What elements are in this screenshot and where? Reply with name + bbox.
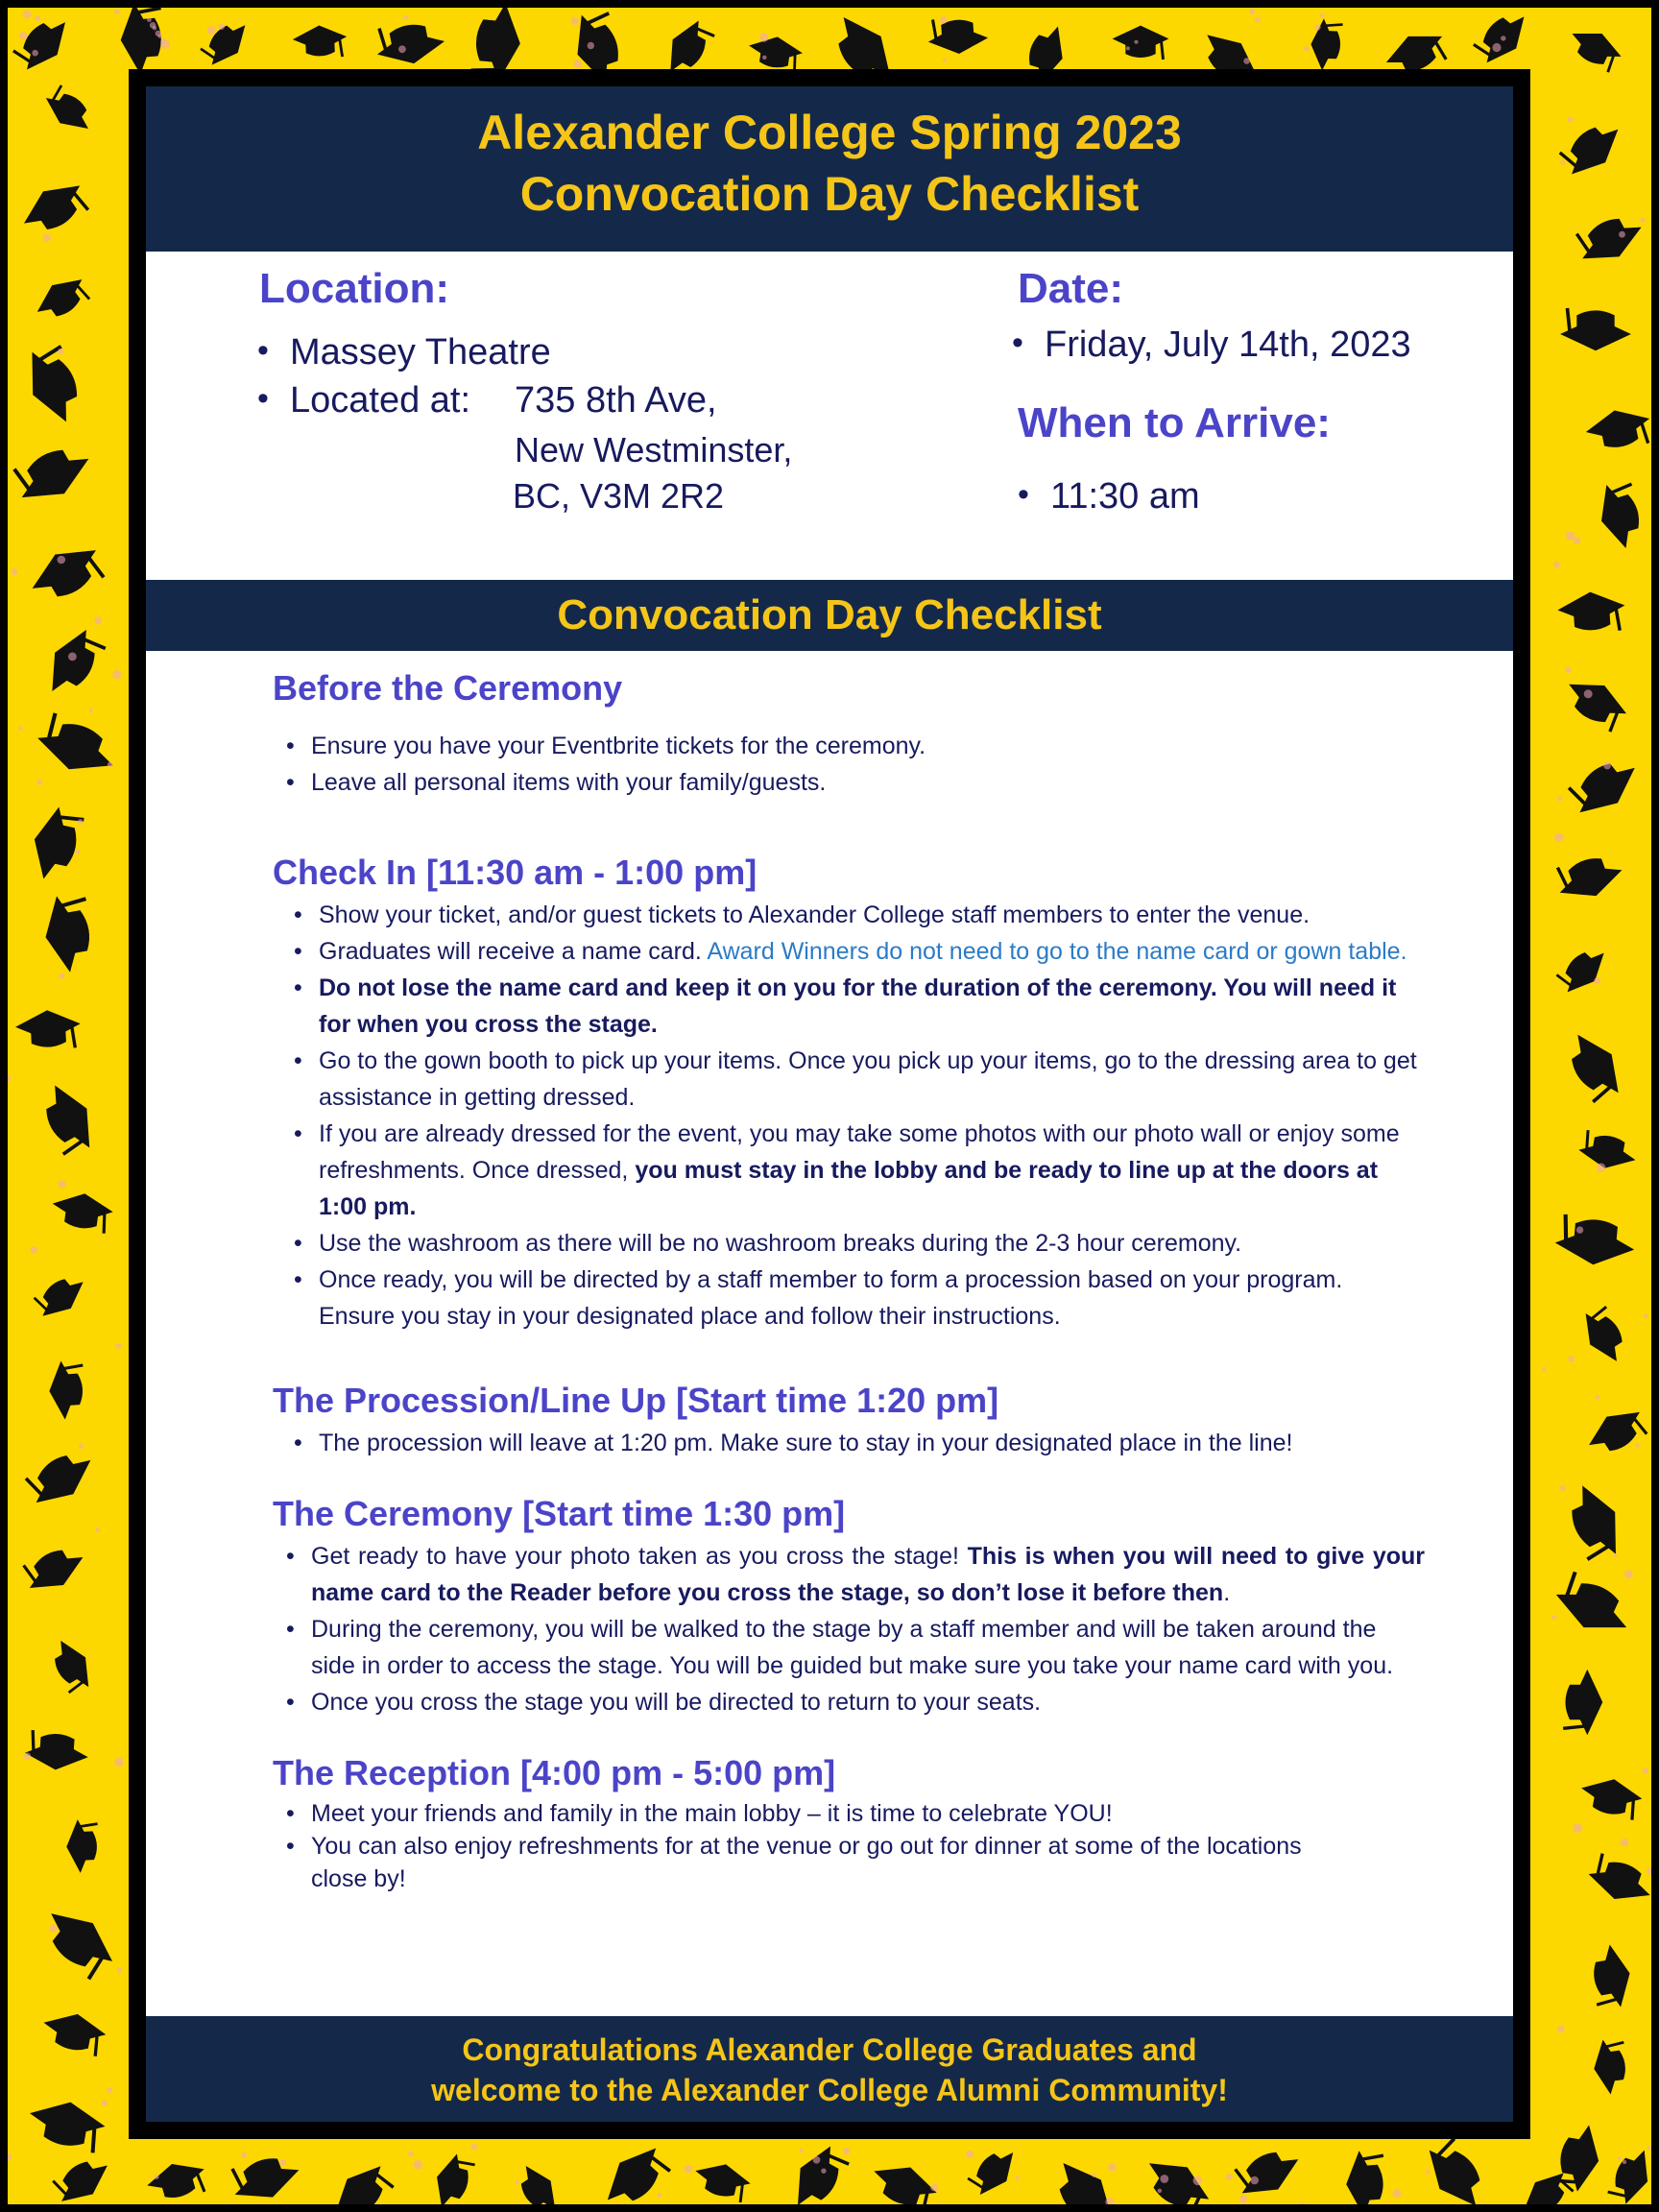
list-item <box>273 1538 1425 1611</box>
confetti-dot <box>89 709 93 712</box>
confetti-dot <box>1304 46 1310 52</box>
confetti-dot <box>1542 1366 1547 1371</box>
confetti-dot <box>571 17 579 25</box>
graduation-cap-icon <box>1571 205 1648 273</box>
name-card-reader-warning: This is when you will need to give your name card to the Reader before you cross the stage, so don’t lose it before then <box>311 1543 1425 1606</box>
confetti-dot <box>8 2153 12 2161</box>
confetti-dot <box>408 2151 414 2156</box>
checklist-body <box>146 651 1425 1895</box>
footer-line-1: Congratulations Alexander College Graduates and <box>462 2032 1197 2067</box>
confetti-dot <box>657 2193 661 2198</box>
confetti-dot <box>1393 2189 1402 2198</box>
confetti-dot <box>1314 24 1320 30</box>
graduation-cap-icon <box>24 1730 90 1772</box>
confetti-dot <box>813 2156 821 2164</box>
confetti-dot <box>1134 40 1138 44</box>
graduation-cap-icon <box>1551 847 1627 907</box>
list-item: • Once you cross the stage you will be directed to return to your seats. <box>273 1684 1425 1720</box>
confetti-dot <box>573 60 582 68</box>
graduation-cap-icon <box>1043 2152 1125 2204</box>
graduation-cap-icon <box>1556 1025 1632 1108</box>
confetti-dot <box>76 850 81 854</box>
confetti-dot <box>154 2175 158 2179</box>
graduation-cap-icon <box>65 1818 100 1873</box>
confetti-dot <box>1551 1615 1556 1620</box>
before-ceremony-list <box>273 728 1425 801</box>
graduation-cap-icon <box>373 16 447 70</box>
confetti-dot <box>1250 2176 1259 2185</box>
graduation-cap-icon <box>1230 2139 1307 2204</box>
confetti-dot <box>1640 218 1645 223</box>
graduation-cap-icon <box>965 2140 1023 2202</box>
procession-heading: The Procession/Line Up [Start time 1:20 pm] <box>273 1381 999 1420</box>
list-item: • Meet your friends and family in the main lobby – it is time to celebrate YOU! <box>273 1797 1425 1830</box>
graduation-cap-icon <box>1563 748 1645 826</box>
confetti-dot <box>1621 1839 1628 1846</box>
confetti-dot <box>43 234 51 242</box>
confetti-dot <box>404 15 409 20</box>
list-item-text: Get ready to have your photo taken as you cross the stage! <box>311 1543 968 1570</box>
confetti-dot <box>1557 797 1563 803</box>
footer-line-2: welcome to the Alexander College Alumni Community! <box>431 2073 1228 2107</box>
confetti-dot <box>1624 1570 1633 1578</box>
confetti-dot <box>1560 1485 1566 1491</box>
confetti-dot <box>414 2160 423 2170</box>
confetti-dot <box>1553 562 1560 568</box>
procession-list <box>273 1425 1425 1461</box>
graduation-cap-icon <box>1136 2150 1217 2204</box>
list-item: • Show your ticket, and/or guest tickets to Alexander College staff members to enter the venue. <box>280 897 1425 933</box>
title-line-2: Convocation Day Checklist <box>519 167 1140 221</box>
list-item: • Go to the gown booth to pick up your items. Once you pick up your items, go to the dressing area to get assistance in getting dressed. <box>280 1043 1425 1116</box>
confetti-dot <box>1554 833 1564 843</box>
confetti-dot <box>18 727 23 732</box>
graduation-cap-icon <box>1583 403 1651 455</box>
confetti-dot <box>1239 2195 1247 2202</box>
checklist-banner: Convocation Day Checklist <box>146 580 1513 651</box>
confetti-dot <box>588 42 594 49</box>
award-winner-note: Award Winners do not need to go to the name card or gown table. <box>707 938 1407 965</box>
confetti-dot <box>966 2151 974 2158</box>
confetti-dot <box>279 2159 286 2166</box>
title-banner <box>146 86 1513 252</box>
ceremony-heading: The Ceremony [Start time 1:30 pm] <box>273 1494 846 1533</box>
graduation-cap-icon <box>20 1440 100 1515</box>
confetti-dot <box>207 26 216 35</box>
graduation-cap-icon <box>30 269 94 328</box>
confetti-dot <box>1576 1226 1583 1233</box>
graduation-cap-icon <box>39 2008 108 2057</box>
confetti-dot <box>1492 43 1501 52</box>
confetti-dot <box>30 1246 37 1254</box>
graduation-cap-icon <box>1575 1302 1634 1368</box>
confetti-dot <box>1573 1823 1582 1833</box>
graduation-cap-icon <box>746 33 805 72</box>
confetti-dot <box>95 1527 100 1532</box>
graduation-cap-icon <box>1553 940 1614 1001</box>
confetti-dot <box>1597 1164 1606 1173</box>
confetti-dot <box>112 670 121 679</box>
list-item: • Ensure you have your Eventbrite tickets for the ceremony. <box>273 728 1425 764</box>
list-item-text: . <box>1223 1579 1231 1606</box>
confetti-dot <box>1126 46 1130 50</box>
graduation-cap-icon <box>34 1899 124 1984</box>
confetti-dot <box>19 32 27 39</box>
event-info <box>146 252 1513 580</box>
confetti-dot <box>11 568 17 575</box>
graduation-cap-icon <box>8 434 98 513</box>
confetti-dot <box>241 2152 247 2158</box>
confetti-dot <box>1567 117 1573 123</box>
confetti-dot <box>58 349 64 355</box>
confetti-dot <box>398 45 406 53</box>
confetti-dot <box>1226 2174 1233 2180</box>
graduation-cap-icon <box>926 15 989 56</box>
date-heading: Date: <box>1018 265 1124 312</box>
graduation-cap-icon <box>39 891 98 975</box>
confetti-dot <box>1193 2176 1203 2185</box>
confetti-dot <box>1105 2198 1114 2204</box>
confetti-dot <box>1243 58 1250 64</box>
confetti-dot <box>1623 2160 1626 2164</box>
graduation-cap-icon <box>32 1077 104 1161</box>
list-item: • Leave all personal items with your family/guests. <box>273 764 1425 801</box>
confetti-dot <box>1603 762 1611 770</box>
graduation-cap-icon <box>117 8 166 76</box>
confetti-dot <box>1574 538 1580 544</box>
confetti-dot <box>1647 1867 1651 1876</box>
list-item-text: Graduates will receive a name card. <box>319 938 708 965</box>
confetti-dot <box>1560 160 1565 165</box>
confetti-dot <box>1584 689 1593 698</box>
graduation-cap-icon <box>1581 1401 1651 1464</box>
confetti-dot <box>1565 667 1571 673</box>
confetti-dot <box>68 653 77 661</box>
graduation-cap-icon <box>143 2156 210 2204</box>
graduation-cap-icon <box>1557 1478 1631 1566</box>
graduation-cap-icon <box>37 622 108 704</box>
graduation-cap-icon <box>1113 26 1169 60</box>
list-item: • Once ready, you will be directed by a staff member to form a procession based on your program. Ensure you stay in your designated place and follow their instructions. <box>280 1262 1425 1334</box>
confetti-dot <box>79 1444 84 1449</box>
confetti-dot <box>36 780 42 785</box>
graduation-cap-icon <box>1344 2149 1387 2204</box>
graduation-cap-icon <box>1560 308 1631 350</box>
confetti-dot <box>1249 9 1255 14</box>
confetti-dot <box>35 15 40 21</box>
confetti-dot <box>1596 1395 1600 1400</box>
confetti-dot <box>1160 2175 1168 2183</box>
graduation-cap-icon <box>1590 2037 1630 2097</box>
graduation-cap-icon <box>429 2151 476 2204</box>
confetti-dot <box>1320 13 1325 18</box>
graduation-cap-icon <box>292 24 348 60</box>
graduation-cap-icon <box>1549 1569 1639 1644</box>
confetti-dot <box>1618 2156 1622 2160</box>
arrive-heading: When to Arrive: <box>1018 399 1331 446</box>
confetti-dot <box>1158 2189 1163 2194</box>
graduation-cap-icon <box>1555 112 1628 185</box>
confetti-dot <box>108 762 112 767</box>
graduation-cap-icon <box>691 2158 754 2204</box>
graduation-cap-icon <box>1416 2133 1496 2204</box>
check-in-list <box>273 897 1425 1334</box>
graduation-cap-icon <box>1592 478 1649 553</box>
lobby-warning: you must stay in the lobby and be ready to line up at the doors at 1:00 pm. <box>319 1157 1379 1220</box>
confetti-dot <box>843 2148 851 2155</box>
graduation-cap-icon <box>30 1267 91 1326</box>
confetti-dot <box>1568 1356 1575 1362</box>
before-ceremony-heading: Before the Ceremony <box>273 668 623 708</box>
confetti-dot <box>153 26 156 30</box>
venue-name: • Massey Theatre <box>290 332 551 373</box>
graduation-cap-icon <box>14 1008 82 1050</box>
confetti-dot <box>1594 977 1600 984</box>
confetti-dot <box>1614 1553 1618 1557</box>
graduation-cap-icon <box>48 2149 115 2204</box>
confetti-dot <box>1015 2176 1019 2179</box>
confetti-dot <box>1643 1767 1648 1773</box>
confetti-dot <box>1557 2026 1565 2033</box>
confetti-dot <box>8 1074 11 1081</box>
confetti-dot <box>218 23 225 30</box>
confetti-dot <box>1108 2163 1116 2171</box>
date-value: • Friday, July 14th, 2023 <box>1045 325 1411 366</box>
address-line-1: 735 8th Ave, <box>515 380 717 421</box>
location-heading: Location: <box>259 265 449 312</box>
confetti-dot <box>59 974 64 979</box>
list-item <box>280 933 1425 970</box>
graduation-cap-icon <box>226 2147 304 2204</box>
confetti-dot <box>78 819 84 825</box>
graduation-cap-icon <box>784 2139 853 2204</box>
list-item <box>280 1116 1425 1225</box>
confetti-dot <box>24 1753 31 1760</box>
confetti-dot <box>49 1924 57 1932</box>
graduation-cap-icon <box>595 2137 675 2204</box>
confetti-dot <box>1501 36 1505 40</box>
list-item: • Use the washroom as there will be no washroom breaks during the 2-3 hour ceremony. <box>280 1225 1425 1262</box>
graduation-cap-icon <box>325 2155 397 2204</box>
confetti-dot <box>114 1758 124 1767</box>
graduation-cap-icon <box>197 12 254 72</box>
confetti-dot <box>821 2169 826 2174</box>
graduation-cap-icon <box>18 1538 90 1600</box>
graduation-cap-icon <box>15 173 94 244</box>
ceremony-list <box>273 1538 1425 1720</box>
list-item: • You can also enjoy refreshments for at the venue or go out for dinner at some of the locations close by! <box>273 1830 1310 1895</box>
address-line-2: New Westminster, <box>515 430 793 469</box>
confetti-dot <box>1635 1443 1639 1447</box>
graduation-cap-icon <box>1563 1670 1602 1735</box>
confetti-dot <box>471 2144 478 2151</box>
list-item <box>280 970 1425 1043</box>
confetti-dot <box>930 2183 938 2191</box>
graduation-cap-icon <box>1564 22 1626 75</box>
confetti-dot <box>1566 531 1575 541</box>
checklist-card <box>129 69 1530 2139</box>
graduation-cap-icon <box>38 83 99 139</box>
confetti-dot <box>94 617 102 625</box>
graduation-cap-icon <box>23 536 109 613</box>
confetti-dot <box>23 10 32 18</box>
confetti-dot <box>1092 2173 1096 2177</box>
graduation-cap-icon <box>49 1190 114 1235</box>
card-inner <box>146 86 1513 2122</box>
confetti-dot <box>58 556 66 565</box>
graduation-cap-icon <box>15 340 91 430</box>
list-item: • The procession will leave at 1:20 pm. Make sure to stay in your designated place in the line! <box>280 1425 1425 1461</box>
graduation-cap-icon <box>1558 671 1633 734</box>
confetti-dot <box>160 39 170 49</box>
graduation-cap-icon <box>1553 1214 1637 1268</box>
list-item-text: If you are already dressed for the event, you may take some photos with our photo wall or enjoy some refreshments. Once dressed, <box>319 1120 1400 1184</box>
graduation-cap-icon <box>10 8 77 78</box>
graduation-cap-icon <box>43 1634 99 1697</box>
located-at-label: • Located at: <box>290 380 470 421</box>
arrive-time: • 11:30 am <box>1050 476 1200 517</box>
confetti-dot <box>1619 231 1625 238</box>
confetti-dot <box>102 2100 108 2105</box>
confetti-dot <box>799 2149 804 2153</box>
reception-list <box>273 1797 1425 1895</box>
graduation-cap-icon <box>1576 1129 1639 1173</box>
graduation-cap-icon <box>1587 1942 1635 2011</box>
title-line-1: Alexander College Spring 2023 <box>477 106 1182 159</box>
graduation-cap-icon <box>1577 1774 1645 1821</box>
confetti-dot <box>117 1968 122 1973</box>
confetti-dot <box>943 59 947 62</box>
graduation-cap-icon <box>1553 2121 1605 2194</box>
graduation-cap-icon <box>27 804 85 885</box>
confetti-dot <box>32 50 38 57</box>
footer-banner <box>146 2016 1513 2122</box>
confetti-dot <box>157 35 161 38</box>
confetti-dot <box>762 56 767 60</box>
confetti-dot <box>107 2087 112 2093</box>
graduation-cap-icon <box>1556 589 1626 635</box>
confetti-dot <box>515 2180 518 2184</box>
confetti-dot <box>147 17 152 22</box>
confetti-dot <box>115 1343 121 1349</box>
name-card-warning: Do not lose the name card and keep it on you for the duration of the ceremony. You will need it for when you cross the stage. <box>319 974 1397 1038</box>
graduation-cap-icon <box>25 2096 108 2154</box>
confetti-dot <box>59 1180 66 1188</box>
confetti-dot <box>114 9 120 14</box>
graduation-cap-icon <box>866 2156 942 2204</box>
graduation-cap-icon <box>32 710 123 783</box>
confetti-dot <box>1255 17 1261 23</box>
confetti-dot <box>1647 2146 1651 2150</box>
confetti-dot <box>685 2165 693 2174</box>
confetti-dot <box>1300 2201 1305 2204</box>
confetti-dot <box>1644 1313 1648 1318</box>
graduation-cap-icon <box>1606 2144 1651 2204</box>
confetti-dot <box>940 16 948 24</box>
confetti-dot <box>1426 2170 1431 2175</box>
address-line-3: BC, V3M 2R2 <box>513 476 725 516</box>
reception-heading: The Reception [4:00 pm - 5:00 pm] <box>273 1753 836 1792</box>
list-item: • During the ceremony, you will be walked to the stage by a staff member and will be taken around the side in order to access the stage. You will be guided but make sure you take your name card with you. <box>273 1611 1425 1684</box>
graduation-cap-icon <box>1583 1851 1651 1910</box>
graduation-cap-icon <box>47 1359 86 1421</box>
confetti-dot <box>759 33 768 41</box>
check-in-heading: Check In [11:30 am - 1:00 pm] <box>273 853 757 892</box>
